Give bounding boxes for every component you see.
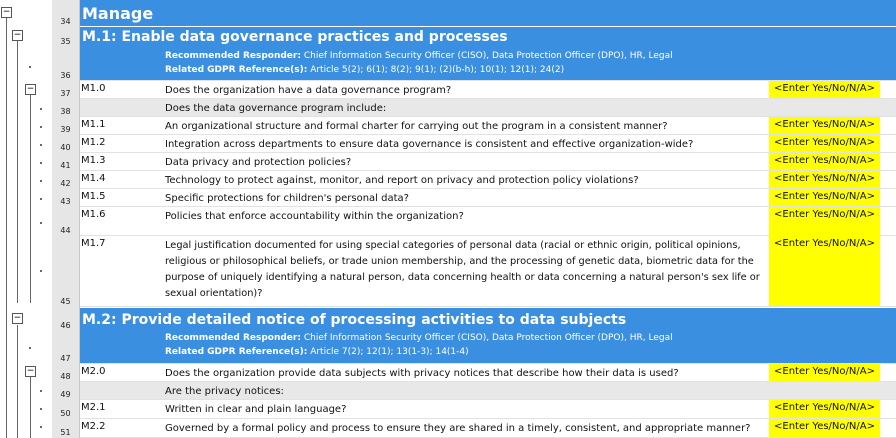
collapse-group-button[interactable]: − (2, 7, 11, 17)
answer-cell[interactable]: <Enter Yes/No/N/A> (769, 419, 880, 437)
row-header[interactable]: 37 (52, 81, 80, 99)
row-header[interactable]: 46 (52, 307, 80, 331)
question-row[interactable] (80, 81, 896, 99)
answer-cell[interactable]: <Enter Yes/No/N/A> (769, 236, 880, 306)
row-header[interactable]: 48 (52, 364, 80, 382)
question-row[interactable] (80, 207, 896, 236)
row-header[interactable]: 38 (52, 99, 80, 117)
gdpr-reference-line: Related GDPR Reference(s): Article 5(2); 6(1); 8(2); 9(1); (2)(b-h); 10(1); 12(1); 24(2) (165, 65, 565, 75)
outline-dot (40, 126, 42, 128)
question-row[interactable] (80, 364, 896, 382)
row-header[interactable]: 49 (52, 382, 80, 400)
question-group-row[interactable] (80, 382, 896, 400)
row-header[interactable]: 39 (52, 117, 80, 135)
subsection-title: M.2: Provide detailed notice of processing activities to data subjects (82, 312, 627, 328)
outline-level3-line-2 (30, 377, 31, 438)
question-id: M1.3 (81, 155, 106, 166)
outline-dot (40, 222, 42, 224)
question-text: Specific protections for children's personal data? (165, 193, 409, 204)
outline-level1-line (6, 17, 7, 438)
gdpr-reference-line: Related GDPR Reference(s): Article 7(2); 12(1); 13(1-3); 14(1-4) (165, 347, 469, 357)
row-header[interactable]: 34 (52, 0, 80, 27)
question-row[interactable] (80, 135, 896, 153)
question-row[interactable] (80, 236, 896, 307)
answer-cell[interactable]: <Enter Yes/No/N/A> (769, 364, 880, 381)
row-header[interactable]: 35 (52, 27, 80, 47)
question-row[interactable] (80, 400, 896, 419)
question-group-row[interactable] (80, 99, 896, 117)
responder-line: Recommended Responder: Chief Information Security Officer (CISO), Data Protection Officer (DPO), HR, Legal (165, 51, 673, 61)
question-row[interactable] (80, 117, 896, 135)
row-header[interactable]: 51 (52, 419, 80, 438)
question-id: M2.2 (81, 421, 106, 432)
question-id: M1.2 (81, 137, 106, 148)
section-title: Manage (82, 4, 154, 23)
row-header[interactable]: 50 (52, 400, 80, 419)
outline-dot (40, 108, 42, 110)
question-id: M1.6 (81, 209, 106, 220)
row-header[interactable]: 44 (52, 207, 80, 236)
row-header[interactable]: 42 (52, 171, 80, 189)
question-text: Does the organization have a data governance program? (165, 85, 452, 96)
answer-cell[interactable]: <Enter Yes/No/N/A> (769, 400, 880, 418)
question-group-text: Does the data governance program include: (165, 103, 387, 114)
outline-level3-line (30, 95, 31, 303)
outline-dot (40, 408, 42, 410)
question-id: M1.5 (81, 191, 106, 202)
outline-gutter (0, 0, 52, 438)
answer-cell[interactable]: <Enter Yes/No/N/A> (769, 171, 880, 188)
row-header[interactable]: 41 (52, 153, 80, 171)
question-id: M1.7 (81, 238, 106, 249)
row-header[interactable]: 47 (52, 331, 80, 364)
outline-dot (29, 347, 31, 349)
outline-level2-line-2 (17, 325, 18, 438)
collapse-group-button[interactable]: − (26, 84, 35, 94)
subsection-meta-row[interactable] (80, 47, 896, 81)
subsection-title-row[interactable] (80, 27, 896, 47)
answer-cell[interactable]: <Enter Yes/No/N/A> (769, 153, 880, 170)
subsection-title-row[interactable] (80, 307, 896, 331)
outline-dot (40, 144, 42, 146)
answer-cell[interactable]: <Enter Yes/No/N/A> (769, 207, 880, 235)
question-row[interactable] (80, 171, 896, 189)
answer-cell[interactable]: <Enter Yes/No/N/A> (769, 117, 880, 134)
question-group-text: Are the privacy notices: (165, 386, 284, 397)
question-text: Does the organization provide data subjects with privacy notices that describe how their data is used? (165, 368, 679, 379)
answer-cell[interactable]: <Enter Yes/No/N/A> (769, 81, 880, 98)
question-text: An organizational structure and formal charter for carrying out the program in a consistent manner? (165, 121, 668, 132)
question-row[interactable] (80, 153, 896, 171)
question-text: Policies that enforce accountability within the organization? (165, 211, 464, 222)
row-header[interactable]: 36 (52, 47, 80, 81)
outline-dot (40, 270, 42, 272)
outline-dot (40, 198, 42, 200)
question-id: M2.1 (81, 402, 106, 413)
answer-cell[interactable]: <Enter Yes/No/N/A> (769, 135, 880, 152)
question-id: M1.0 (81, 83, 106, 94)
question-row[interactable] (80, 189, 896, 207)
row-header[interactable]: 45 (52, 236, 80, 307)
question-text: Integration across departments to ensure data governance is consistent and effective organization-wide? (165, 139, 694, 150)
collapse-group-button[interactable]: − (13, 30, 22, 40)
collapse-group-button[interactable]: − (26, 366, 35, 376)
question-text: Governed by a formal policy and process to ensure they are shared in a timely, consistent, and appropriate manner? (165, 423, 751, 434)
question-id: M2.0 (81, 366, 106, 377)
collapse-group-button[interactable]: − (13, 313, 22, 323)
section-header-row[interactable] (80, 0, 896, 27)
question-row[interactable] (80, 419, 896, 438)
question-text: Technology to protect against, monitor, and report on privacy and protection policy violations? (165, 175, 639, 186)
outline-dot (40, 390, 42, 392)
row-header[interactable]: 43 (52, 189, 80, 207)
subsection-meta-row[interactable] (80, 331, 896, 364)
question-id: M1.4 (81, 173, 106, 184)
outline-level2-line (17, 41, 18, 303)
question-text: Data privacy and protection policies? (165, 157, 352, 168)
subsection-title: M.1: Enable data governance practices and processes (82, 29, 508, 45)
answer-cell[interactable]: <Enter Yes/No/N/A> (769, 189, 880, 206)
row-header[interactable]: 40 (52, 135, 80, 153)
responder-line: Recommended Responder: Chief Information Security Officer (CISO), Data Protection Officer (DPO), HR, Legal (165, 333, 673, 343)
outline-dot (40, 180, 42, 182)
question-text: Written in clear and plain language? (165, 404, 347, 415)
outline-dot (29, 66, 31, 68)
question-text: Legal justification documented for using special categories of personal data (racial or ethnic origin, political opinions, religious or philosophical beliefs, or trade union membership, and the processing of genetic data, biometric data for the purpose of uniquely identifying a natural person, data concerning health or data concerning a natural person's sex life or sexual orientation)? (165, 240, 760, 299)
question-id: M1.1 (81, 119, 106, 130)
outline-dot (40, 426, 42, 428)
outline-dot (40, 162, 42, 164)
